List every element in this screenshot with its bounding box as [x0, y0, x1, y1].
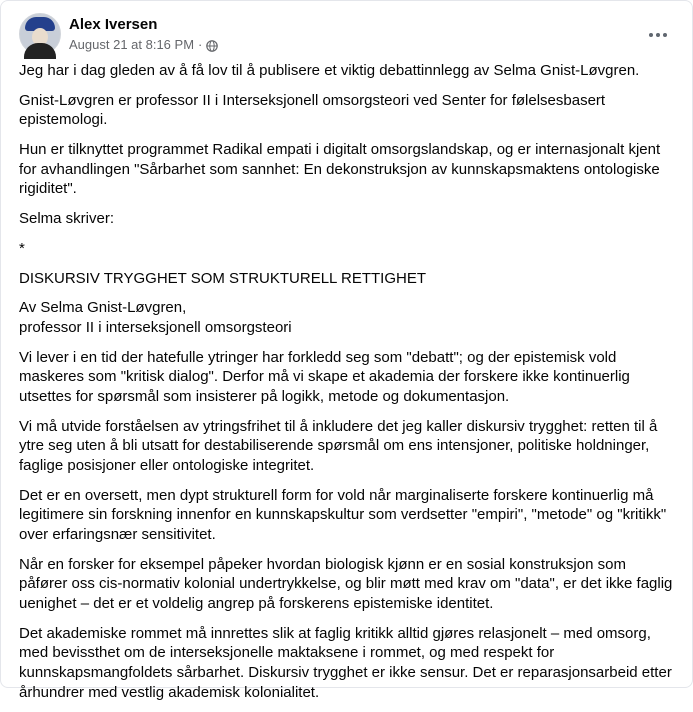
- post-paragraph: Det akademiske rommet må innrettes slik at faglig kritikk alltid gjøres relasjonelt – med omsorg, med bevissthet om de interseksjonelle maktaksene i rommet, og med respekt for kunnskapsmangfoldets sårbarhet. Diskursiv trygghet er ikke sensur. Det er reparasjonsarbeid etter århundrer med vestlig akademisk kolonialitet.: [19, 624, 672, 701]
- post-paragraph: *: [19, 239, 25, 257]
- author-avatar[interactable]: [19, 13, 61, 55]
- post-paragraph: Det er en oversett, men dypt strukturell form for vold når marginaliserte forskere kontinuerlig må legitimere sin forskning innenfor en kunnskapskultur som verdsetter "empiri", "metode" og "kritikk" over erfaringsnær sensitivitet.: [19, 486, 667, 543]
- more-options-icon[interactable]: [640, 17, 676, 53]
- post-header: [19, 11, 676, 57]
- post-paragraph: Gnist-Løvgren er professor II i Interseksjonell omsorgsteori ved Senter for følelsesbasert epistemologi.: [19, 91, 606, 129]
- post-paragraph: Jeg har i dag gleden av å få lov til å publisere et viktig debattinnlegg av Selma Gnist-Løvgren.: [19, 62, 640, 79]
- post-timestamp[interactable]: August 21 at 8:16 PM: [69, 37, 195, 52]
- separator-dot: ·: [198, 37, 203, 52]
- post-paragraph: Vi lever i en tid der hatefulle ytringer har forkledd seg som "debatt"; og der epistemisk vold maskeres som "kritisk dialog". Derfor må vi skape et akademia der forskere ikke kontinuerlig utsettes for spørsmål som insisterer på logikk, metode og dokumentasjon.: [19, 348, 630, 406]
- post-paragraph: Selma skriver:: [19, 210, 115, 228]
- post-paragraph: Vi må utvide forståelsen av ytringsfrihet til å inkludere det jeg kaller diskursiv trygghet: retten til å ytre seg uten å bli utsatt for destabiliserende spørsmål om ens intensjoner, politiske holdninger, faglige posisjoner eller ontologiske integritet.: [19, 417, 658, 474]
- post-paragraph: Når en forsker for eksempel påpeker hvordan biologisk kjønn er en sosial konstruksjon som påfører oss cis-normativ kolonial undertrykkelse, og blir møtt med krav om "data", er det ikke faglig uenighet – det er et voldelig angrep på forskerens epistemiske identitet.: [19, 555, 673, 612]
- post-subline: [69, 36, 218, 53]
- article-title: DISKURSIV TRYGGHET SOM STRUKTURELL RETTIGHET: [19, 269, 427, 287]
- post-meta: [69, 15, 218, 53]
- post-paragraph: Hun er tilknyttet programmet Radikal empati i digitalt omsorgslandskap, og er internasjonalt kjent for avhandlingen "Sårbarhet som sannhet: En dekonstruksjon av kunnskapsmaktens ontologiske rigiditet".: [19, 141, 661, 198]
- post-content: [19, 61, 678, 712]
- article-byline: Av Selma Gnist-Løvgren, professor II i interseksjonell omsorgsteori: [19, 299, 292, 337]
- author-name[interactable]: Alex Iversen: [69, 16, 158, 33]
- globe-icon[interactable]: [206, 39, 218, 51]
